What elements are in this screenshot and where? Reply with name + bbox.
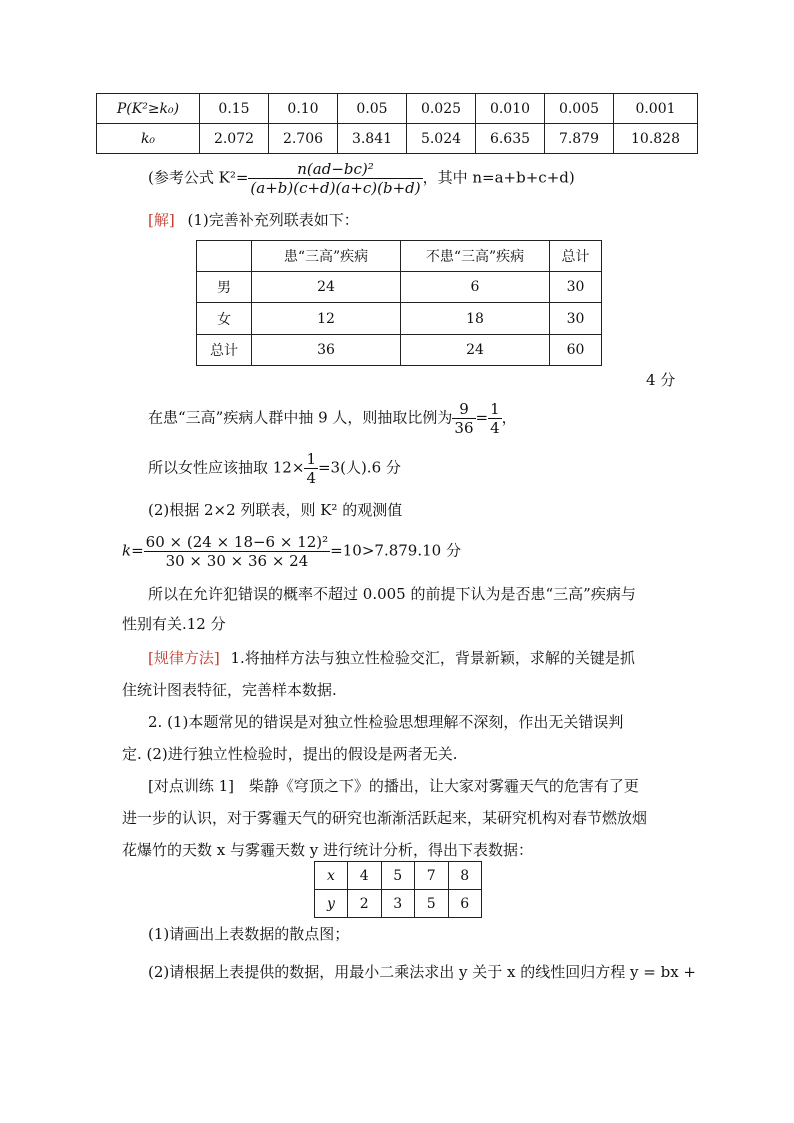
table-cell: 3: [381, 890, 415, 918]
table-row: [197, 272, 602, 303]
table-cell: 36: [252, 335, 401, 366]
k-result: =10>7.879.10 分: [330, 541, 461, 560]
table-row: [197, 241, 602, 272]
table-cell: 0.001: [614, 94, 698, 124]
formula-numerator: n(ad−bc)²: [248, 160, 422, 179]
fraction-numerator: 1: [490, 400, 500, 418]
critical-value-table: [96, 93, 698, 154]
method-tag: [规律方法]: [148, 649, 220, 667]
table-cell: 6: [448, 890, 482, 918]
table-header: 总计: [550, 241, 602, 272]
table-cell: 2.706: [269, 124, 338, 154]
formula-suffix: ，其中 n=a+b+c+d): [422, 168, 575, 187]
xy-table: [314, 861, 482, 918]
table-row: [97, 124, 698, 154]
table-cell: k₀: [97, 124, 200, 154]
table-cell: 10.828: [614, 124, 698, 154]
training-text: 柴静《穹顶之下》的播出，让大家对雾霾天气的危害有了更: [248, 777, 639, 795]
solution-intro: [148, 210, 359, 230]
contingency-table: [196, 240, 602, 366]
table-cell: 0.025: [407, 94, 476, 124]
table-cell: 7: [415, 862, 449, 890]
table-cell: 24: [401, 335, 550, 366]
table-cell: 男: [197, 272, 252, 303]
table-header: [197, 241, 252, 272]
table-cell: 60: [550, 335, 602, 366]
table-cell: 3.841: [338, 124, 407, 154]
table-cell: 0.10: [269, 94, 338, 124]
table-cell: P(K²≥k₀): [97, 94, 200, 124]
line-end: =3(人).6 分: [317, 458, 401, 477]
table-row: [97, 94, 698, 124]
fraction: [488, 400, 502, 437]
solution-intro-text: (1)完善补充列联表如下：: [187, 211, 359, 229]
training-tag: [对点训练 1]: [148, 777, 235, 795]
fraction: [304, 450, 318, 487]
table-cell: 30: [550, 303, 602, 335]
question-2: (2)请根据上表提供的数据，用最小二乘法求出 y 关于 x 的线性回归方程 y = bx +: [148, 963, 697, 981]
table-cell: 8: [448, 862, 482, 890]
table-header: x: [315, 862, 348, 890]
table-cell: 0.005: [545, 94, 614, 124]
table-cell: 24: [252, 272, 401, 303]
formula-fraction: [248, 160, 422, 197]
table-cell: 0.010: [476, 94, 545, 124]
method-text: 1.将抽样方法与独立性检验交汇，背景新颖，求解的关键是抓: [230, 649, 635, 667]
formula-denominator: (a+b)(c+d)(a+c)(b+d): [250, 179, 421, 197]
table-cell: 6: [401, 272, 550, 303]
fraction-denominator: 4: [490, 419, 500, 437]
reference-formula: [148, 160, 575, 197]
fraction: [452, 400, 475, 437]
k-computation: [122, 533, 461, 570]
training-para-a: [148, 776, 639, 796]
table-cell: 6.635: [476, 124, 545, 154]
fraction-numerator: 1: [306, 450, 316, 468]
fraction-denominator: 36: [454, 419, 474, 437]
table-cell: 5: [415, 890, 449, 918]
table-cell: 总计: [197, 335, 252, 366]
table-cell: 5.024: [407, 124, 476, 154]
solution-tag: [解]: [148, 211, 175, 229]
training-para-c: 花爆竹的天数 x 与雾霾天数 y 进行统计分析，得出下表数据：: [122, 841, 534, 859]
table-cell: 4: [348, 862, 382, 890]
table-header: 患“三高”疾病: [252, 241, 401, 272]
k-numerator: 60 × (24 × 18−6 × 12)²: [145, 533, 329, 551]
solution-line-1: [148, 400, 517, 437]
table-row: [197, 335, 602, 366]
table-cell: 0.05: [338, 94, 407, 124]
k-denominator: 30 × 30 × 36 × 24: [165, 552, 309, 570]
table-header: 不患“三高”疾病: [401, 241, 550, 272]
table-cell: 女: [197, 303, 252, 335]
method-para-1a: [148, 648, 635, 668]
table-row: [197, 303, 602, 335]
k-prefix: k=: [122, 541, 144, 560]
line-end: ，: [501, 408, 517, 427]
conclusion-line-1: 所以在允许犯错误的概率不超过 0.005 的前提下认为是否患“三高”疾病与: [148, 585, 636, 603]
equals-sign: =: [475, 408, 489, 427]
method-para-2b: 定. (2)进行独立性检验时，提出的假设是两者无关.: [122, 745, 458, 763]
table-cell: 30: [550, 272, 602, 303]
table-row: [315, 862, 482, 890]
table-header: y: [315, 890, 348, 918]
table-cell: 18: [401, 303, 550, 335]
formula-prefix: (参考公式 K²=: [148, 168, 249, 187]
solution-line-2: [148, 450, 401, 487]
conclusion-line-2: 性别有关.12 分: [122, 615, 226, 633]
method-para-2a: 2. (1)本题常见的错误是对独立性检验思想理解不深刻，作出无关错误判: [148, 713, 624, 731]
training-para-b: 进一步的认识，对于雾霾天气的研究也渐渐活跃起来，某研究机构对春节燃放烟: [122, 809, 648, 827]
table-cell: 0.15: [200, 94, 269, 124]
line-text: 在患“三高”疾病人群中抽 9 人，则抽取比例为: [148, 408, 453, 427]
method-para-1b: 住统计图表特征，完善样本数据.: [122, 681, 337, 699]
line-text: 所以女性应该抽取 12×: [148, 458, 305, 477]
score-label: 4 分: [646, 371, 676, 389]
fraction-denominator: 4: [306, 469, 316, 487]
k-fraction: [144, 533, 331, 570]
table-cell: 7.879: [545, 124, 614, 154]
table-cell: 2: [348, 890, 382, 918]
table-cell: 2.072: [200, 124, 269, 154]
table-row: [315, 890, 482, 918]
fraction-numerator: 9: [452, 400, 475, 419]
table-cell: 5: [381, 862, 415, 890]
question-1: (1)请画出上表数据的散点图；: [148, 925, 350, 943]
table-cell: 12: [252, 303, 401, 335]
solution-line-3: (2)根据 2×2 列联表，则 K² 的观测值: [148, 501, 403, 519]
